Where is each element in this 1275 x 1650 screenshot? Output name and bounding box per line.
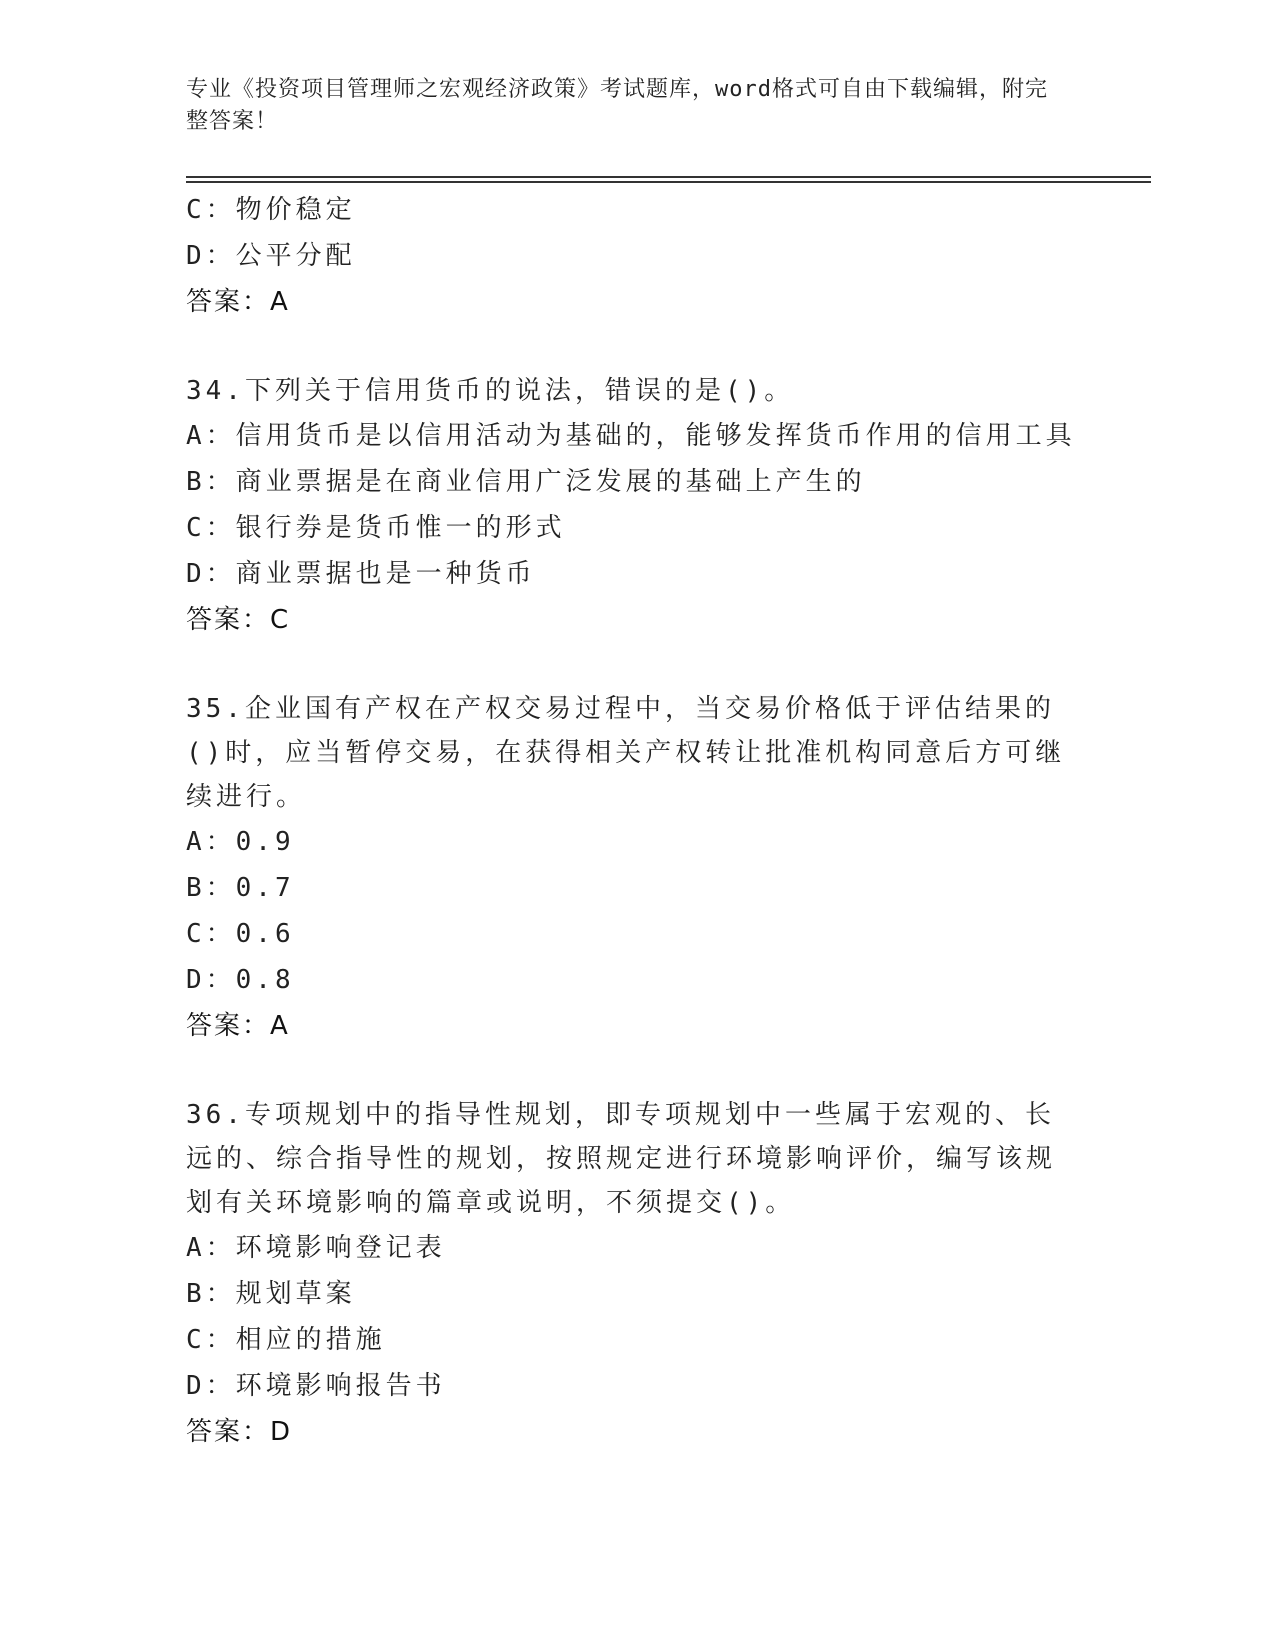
answer-label: 答案：D bbox=[186, 1417, 293, 1447]
option-a: A：环境影响登记表 bbox=[186, 1233, 446, 1263]
spacer bbox=[186, 325, 1086, 369]
question-34 bbox=[186, 369, 1086, 643]
option-d: D：环境影响报告书 bbox=[186, 1371, 446, 1401]
question-text: 34.下列关于信用货币的说法，错误的是()。 bbox=[186, 376, 795, 406]
answer-label: 答案：A bbox=[186, 287, 290, 317]
option-c: C：银行券是货币惟一的形式 bbox=[186, 513, 566, 543]
spacer bbox=[186, 1049, 1086, 1093]
spacer bbox=[186, 643, 1086, 687]
option-a: A：信用货币是以信用活动为基础的，能够发挥货币作用的信用工具 bbox=[186, 421, 1076, 451]
option-b: B：规划草案 bbox=[186, 1279, 356, 1309]
question-text: 35.企业国有产权在产权交易过程中，当交易价格低于评估结果的()时，应当暂停交易，在获得相关产权转让批准机构同意后方可继续进行。 bbox=[186, 694, 1066, 812]
option-d: D：0.8 bbox=[186, 965, 295, 995]
header-rule-top bbox=[186, 176, 1151, 178]
header-rule-bottom bbox=[186, 181, 1151, 183]
document-header: 专业《投资项目管理师之宏观经济政策》考试题库，word格式可自由下载编辑，附完整答案！ bbox=[186, 77, 1048, 134]
answer-label: 答案：A bbox=[186, 1011, 290, 1041]
option-c: C：相应的措施 bbox=[186, 1325, 386, 1355]
option-a: A：0.9 bbox=[186, 827, 295, 857]
question-text: 36.专项规划中的指导性规划，即专项规划中一些属于宏观的、长远的、综合指导性的规划，按照规定进行环境影响评价，编写该规划有关环境影响的篇章或说明，不须提交()。 bbox=[186, 1100, 1057, 1218]
option-c: C：0.6 bbox=[186, 919, 295, 949]
answer-label: 答案：C bbox=[186, 605, 291, 635]
question-35 bbox=[186, 687, 1086, 1049]
option-d: D：公平分配 bbox=[186, 241, 356, 271]
option-c: C：物价稳定 bbox=[186, 195, 356, 225]
question-list bbox=[186, 187, 1086, 1455]
option-b: B：商业票据是在商业信用广泛发展的基础上产生的 bbox=[186, 467, 866, 497]
question-33-tail bbox=[186, 187, 1086, 325]
option-d: D：商业票据也是一种货币 bbox=[186, 559, 536, 589]
question-36 bbox=[186, 1093, 1086, 1455]
option-b: B：0.7 bbox=[186, 873, 295, 903]
